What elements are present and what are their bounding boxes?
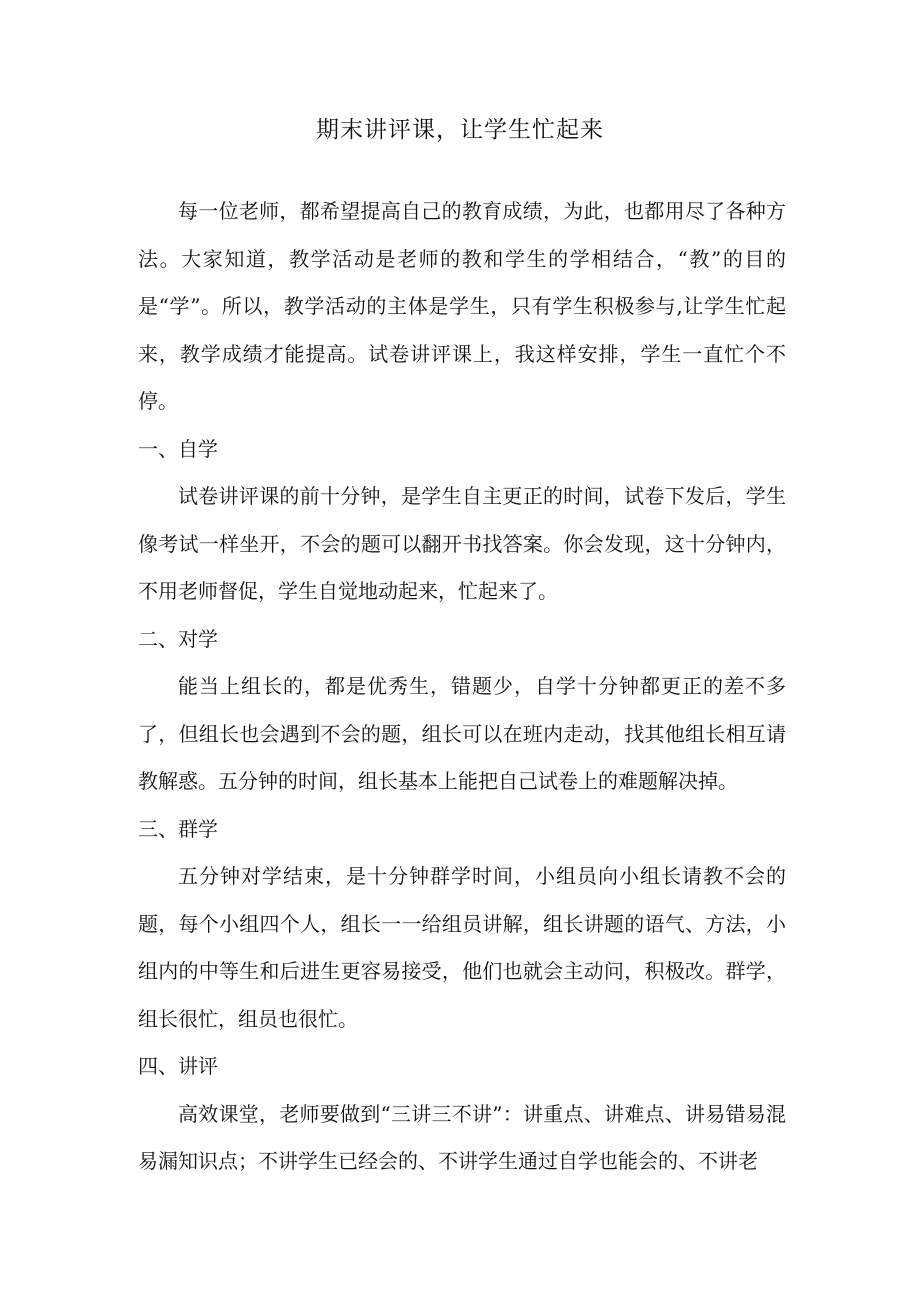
section-body-self-study: 试卷讲评课的前十分钟，是学生自主更正的时间，试卷下发后，学生像考试一样坐开，不会的题可以翻开书找答案。你会发现，这十分钟内，不用老师督促，学生自觉地动起来，忙起来了。: [138, 484, 786, 603]
document-body: [138, 188, 786, 1186]
section-body-review: 高效课堂，老师要做到“三讲三不讲”：讲重点、讲难点、讲易错易混易漏知识点；不讲学生已经会的、不讲学生通过自学也能会的、不讲老: [138, 1101, 786, 1173]
section-body-pair-study: 能当上组长的，都是优秀生，错题少，自学十分钟都更正的差不多了，但组长也会遇到不会的题，组长可以在班内走动，找其他组长相互请教解惑。五分钟的时间，组长基本上能把自己试卷上的难题解决掉。: [138, 674, 786, 793]
section-body-group-study: 五分钟对学结束，是十分钟群学时间，小组员向小组长请教不会的题，每个小组四个人，组长一一给组员讲解，组长讲题的语气、方法，小组内的中等生和后进生更容易接受，他们也就会主动问，积极改。群学，组长很忙，组员也很忙。: [138, 864, 786, 1031]
section-heading-self-study: 一、自学: [138, 436, 218, 461]
section-heading-group-study: 三、群学: [138, 816, 218, 841]
intro-paragraph: 每一位老师，都希望提高自己的教育成绩，为此，也都用尽了各种方法。大家知道，教学活动是老师的教和学生的学相结合，“教”的目的是“学”。所以，教学活动的主体是学生，只有学生积极参与,让学生忙起来，教学成绩才能提高。试卷讲评课上，我这样安排，学生一直忙个不停。: [138, 199, 786, 413]
document-title: 期末讲评课，让学生忙起来: [316, 117, 604, 143]
section-heading-pair-study: 二、对学: [138, 626, 218, 651]
section-heading-review: 四、讲评: [138, 1054, 218, 1078]
